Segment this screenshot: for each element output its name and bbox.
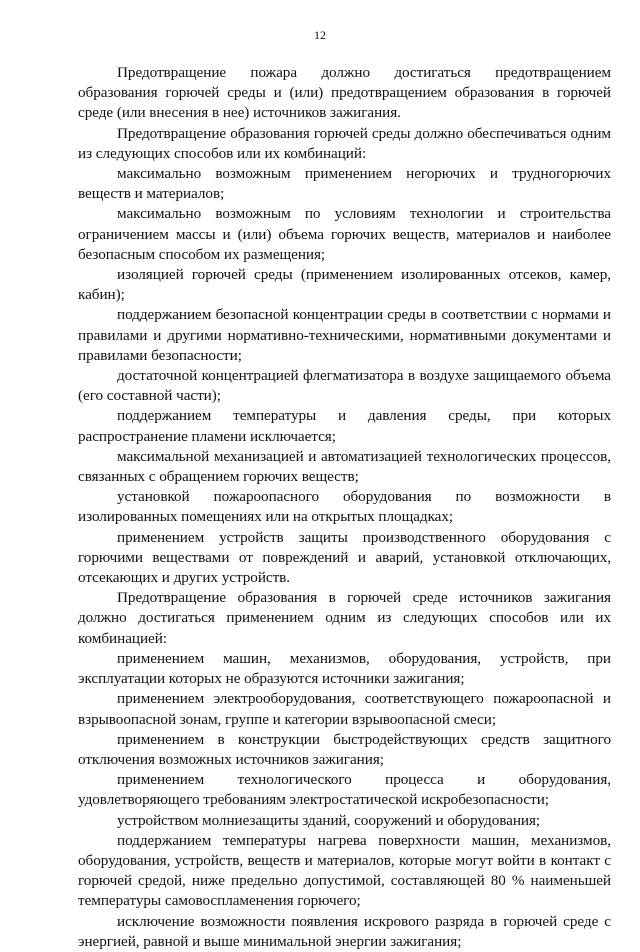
list-item: поддержанием безопасной концентрации среды в соответствии с нормами и правилами и другими нормативно-техническими, нормативными документами и правилами безопасности; [78, 306, 611, 364]
list-item: устройством молниезащиты зданий, сооружений и оборудования; [117, 811, 541, 829]
list-item: применением технологического процесса и оборудования, удовлетворяющего требованиям электростатической искробезопасности; [78, 771, 611, 809]
list-item: достаточной концентрацией флегматизатора в воздухе защищаемого объема (его составной части); [78, 367, 611, 405]
list-item: исключение возможности появления искрового разряда в горючей среде с энергией, равной и выше минимальной энергии зажигания; [78, 912, 611, 950]
list-item: поддержанием температуры нагрева поверхности машин, механизмов, оборудования, устройств, веществ и материалов, которые могут войти в контакт с горючей средой, ниже предельно допустимой, составляющей 80 % наименьшей температуры самовоспламенения горючего; [78, 831, 611, 910]
list-item: поддержанием температуры и давления среды, при которых распространение пламени исключается; [78, 407, 611, 445]
list-item: установкой пожароопасного оборудования по возможности в изолированных помещениях или на открытых площадках; [78, 488, 611, 526]
paragraph: Предотвращение образования в горючей среде источников зажигания должно достигаться применением одним из следующих способов или их комбинацией: [78, 589, 611, 647]
paragraph: Предотвращение образования горючей среды должно обеспечиваться одним из следующих способов или их комбинаций: [78, 124, 611, 162]
list-item: применением в конструкции быстродействующих средств защитного отключения возможных источников зажигания; [78, 730, 611, 768]
list-item: изоляцией горючей среды (применением изолированных отсеков, камер, кабин); [78, 266, 611, 304]
list-item: максимально возможным применением негорючих и трудногорючих веществ и материалов; [78, 165, 611, 203]
list-item: применением устройств защиты производственного оборудования с горючими веществами от повреждений и аварий, установкой отключающих, отсекающих и других устройств. [78, 528, 611, 587]
document-body [78, 63, 611, 952]
page-number: 12 [314, 28, 326, 42]
list-item: применением машин, механизмов, оборудования, устройств, при эксплуатации которых не образуются источники зажигания; [78, 649, 611, 688]
paragraph: Предотвращение пожара должно достигаться предотвращением образования горючей среды и (или) предотвращением образования в горючей среде (или внесения в нее) источников зажигания. [78, 64, 611, 122]
list-item: максимально возможным по условиям технологии и строительства ограничением массы и (или) объема горючих веществ, материалов и наиболее безопасным способом их размещения; [78, 205, 611, 263]
list-item: применением электрооборудования, соответствующего пожароопасной и взрывоопасной зонам, группе и категории взрывоопасной смеси; [78, 690, 611, 728]
list-item: максимальной механизацией и автоматизацией технологических процессов, связанных с обращением горючих веществ; [78, 447, 611, 486]
